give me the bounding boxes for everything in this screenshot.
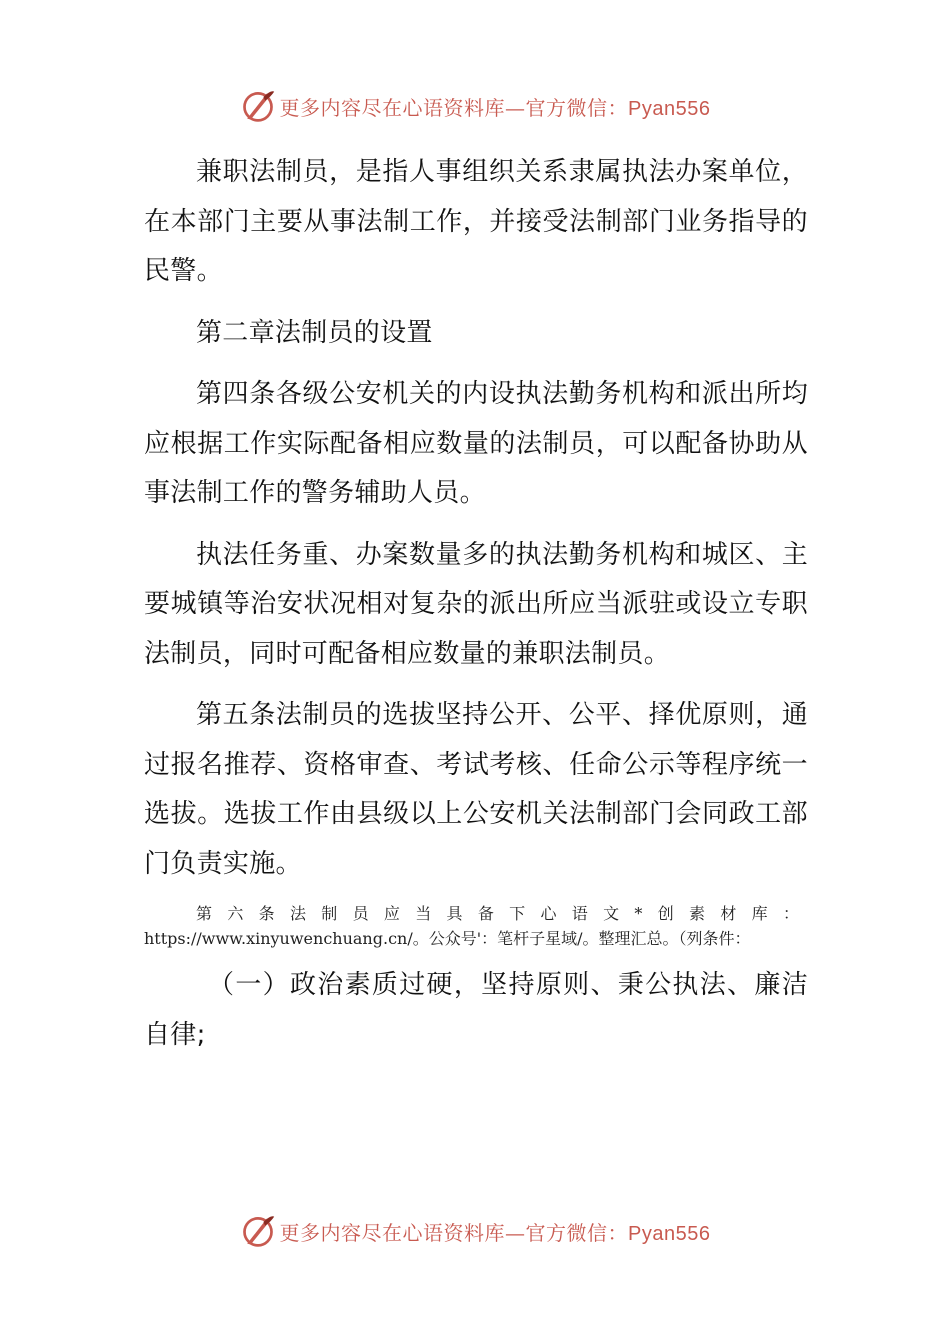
banner-wechat-id: Pyan556 xyxy=(628,97,711,120)
list-item-condition-1: （一）政治素质过硬，坚持原则、秉公执法、廉洁自律; xyxy=(144,970,808,1050)
quill-logo-icon xyxy=(240,88,276,124)
paragraph-article-5: 第五条法制员的选拔坚持公开、公平、择优原则，通过报名推荐、资格审查、考试考核、任命公示等程序统一选拔。选拔工作由县级以上公安机关法制部门会同政工部门负责实施。 xyxy=(144,700,808,879)
document-body xyxy=(144,148,808,1072)
header-watermark-banner xyxy=(0,86,950,126)
article-6-url-text: https://www.xinyuwenchuang.cn/。公众号'：笔杆子星域/。整理汇总。（列条件： xyxy=(144,929,751,948)
chapter-heading: 第二章法制员的设置 xyxy=(196,317,433,348)
paragraph-article-6 xyxy=(144,901,808,951)
article-6-spaced-text: 第六条法制员应当具备下心语文*创素材库： xyxy=(196,904,808,923)
paragraph-part-time-definition: 兼职法制员，是指人事组织关系隶属执法办案单位，在本部门主要从事法制工作，并接受法制部门业务指导的民警。 xyxy=(144,157,808,286)
quill-logo-icon xyxy=(240,1213,276,1249)
banner-text: 更多内容尽在心语资料库—官方微信：Pyan556 xyxy=(279,1220,711,1245)
footer-watermark-banner xyxy=(0,1211,950,1251)
banner-wechat-id: Pyan556 xyxy=(628,1222,711,1245)
paragraph-article-4: 第四条各级公安机关的内设执法勤务机构和派出所均应根据工作实际配备相应数量的法制员，可以配备协助从事法制工作的警务辅助人员。 xyxy=(144,379,808,508)
paragraph-full-time-staff: 执法任务重、办案数量多的执法勤务机构和城区、主要城镇等治安状况相对复杂的派出所应当派驻或设立专职法制员，同时可配备相应数量的兼职法制员。 xyxy=(144,539,808,669)
banner-text: 更多内容尽在心语资料库—官方微信：Pyan556 xyxy=(279,95,711,120)
